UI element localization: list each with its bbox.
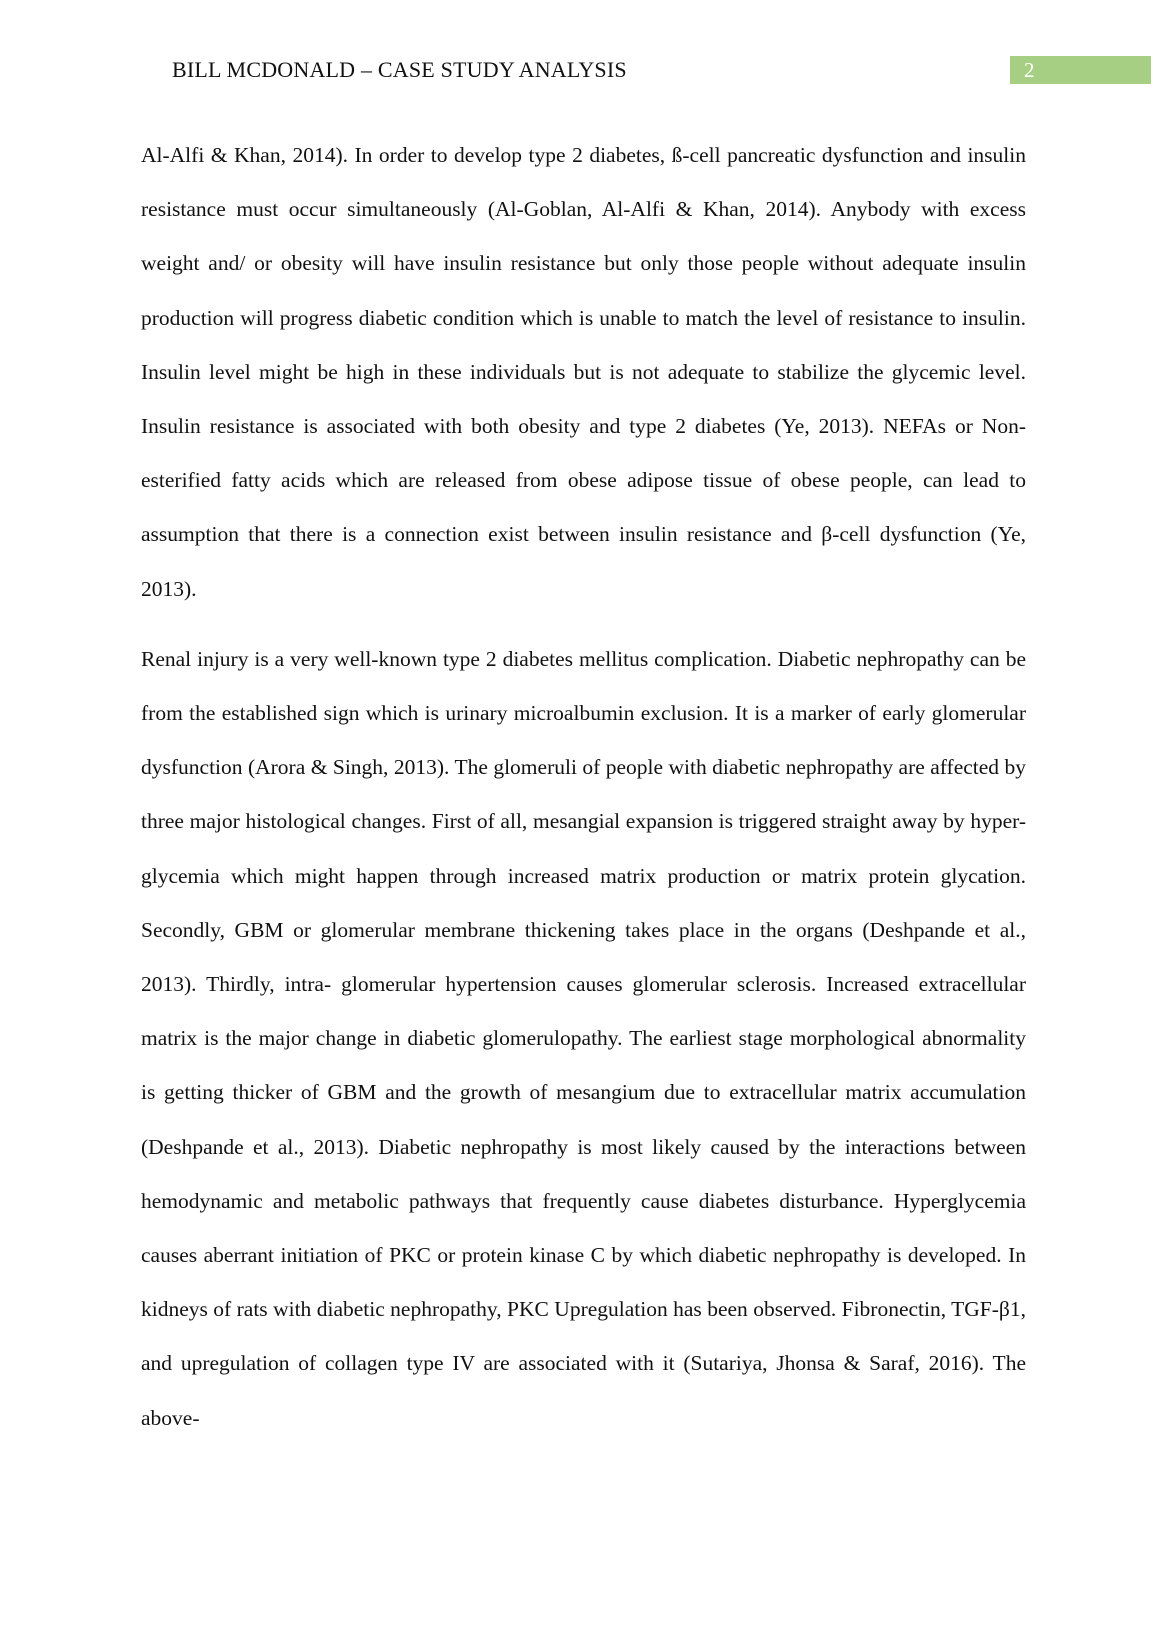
page-number-box — [1010, 56, 1151, 84]
page-number: 2 — [1024, 58, 1035, 82]
paragraph-diabetic-nephropathy: Renal injury is a very well-known type 2 diabetes mellitus complication. Diabetic nephropathy can be from the established sign which is urinary microalbumin exclusion. It is a marker of early glomerular dysfunction (Arora & Singh, 2013). The glomeruli of people with diabetic nephropathy are affected by three major histological changes. First of all, mesangial expansion is triggered straight away by hyper- glycemia which might happen through increased matrix production or matrix protein glycation. Secondly, GBM or glomerular membrane thickening takes place in the organs (Deshpande et al., 2013). Thirdly, intra- glomerular hypertension causes glomerular sclerosis. Increased extracellular matrix is the major change in diabetic glomerulopathy. The earliest stage morphological abnormality is getting thicker of GBM and the growth of mesangium due to extracellular matrix accumulation (Deshpande et al., 2013). Diabetic nephropathy is most likely caused by the interactions between hemodynamic and metabolic pathways that frequently cause diabetes disturbance. Hyperglycemia causes aberrant initiation of PKC or protein kinase C by which diabetic nephropathy is developed. In kidneys of rats with diabetic nephropathy, PKC Upregulation has been observed. Fibronectin, TGF-β1, and upregulation of collagen type IV are associated with it (Sutariya, Jhonsa & Saraf, 2016). The above- — [141, 646, 1026, 1430]
running-head-title: BILL MCDONALD – CASE STUDY ANALYSIS — [172, 57, 627, 82]
paragraph-insulin-resistance: Al-Alfi & Khan, 2014). In order to develop type 2 diabetes, ß-cell pancreatic dysfunction and insulin resistance must occur simultaneously (Al-Goblan, Al-Alfi & Khan, 2014). Anybody with excess weight and/ or obesity will have insulin resistance but only those people without adequate insulin production will progress diabetic condition which is unable to match the level of resistance to insulin. Insulin level might be high in these individuals but is not adequate to stabilize the glycemic level. Insulin resistance is associated with both obesity and type 2 diabetes (Ye, 2013). NEFAs or Non-esterified fatty acids which are released from obese adipose tissue of obese people, can lead to assumption that there is a connection exist between insulin resistance and β-cell dysfunction (Ye, 2013). — [141, 143, 1026, 601]
document-body — [141, 128, 1026, 1445]
page-header — [0, 0, 1158, 120]
